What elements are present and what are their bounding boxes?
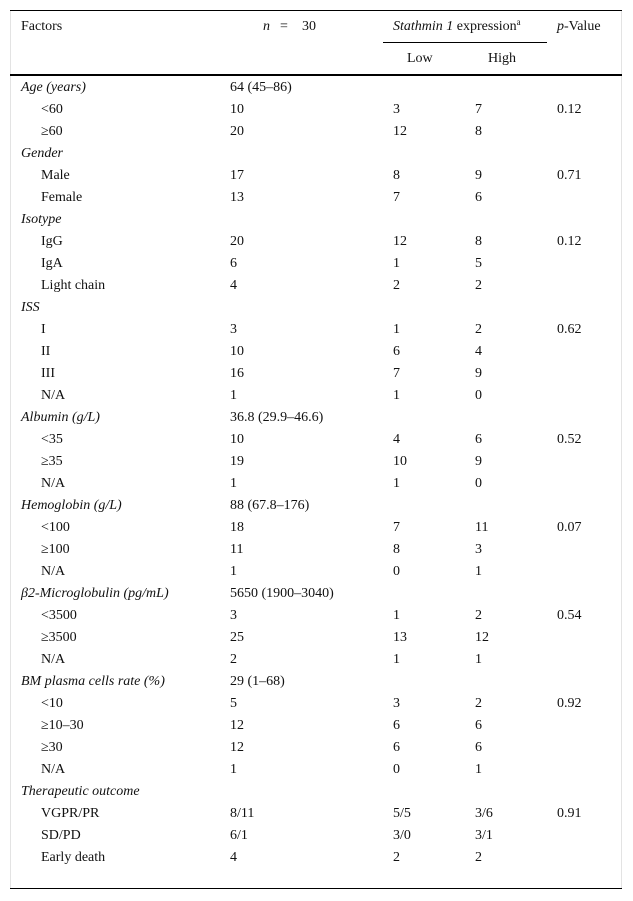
cell-high: 6 — [475, 432, 482, 447]
cell-n: 11 — [230, 542, 244, 557]
cell-n: 12 — [230, 718, 244, 733]
cell-high: 3 — [475, 542, 482, 557]
cell-n: 20 — [230, 124, 244, 139]
cell-high: 8 — [475, 234, 482, 249]
group-label: Isotype — [21, 212, 62, 227]
cell-p: 0.71 — [557, 168, 582, 183]
row-label: N/A — [41, 762, 66, 777]
cell-n: 64 (45–86) — [230, 80, 292, 95]
cell-n: 10 — [230, 432, 244, 447]
header-n-value: 30 — [302, 19, 316, 34]
row-label: IgA — [41, 256, 63, 271]
table-row — [0, 121, 633, 143]
cell-high: 2 — [475, 850, 482, 865]
cell-low: 1 — [393, 652, 400, 667]
table-group-row — [0, 143, 633, 165]
cell-high: 9 — [475, 454, 482, 469]
cell-low: 3 — [393, 102, 400, 117]
header-n-equals: = — [280, 19, 288, 34]
header-factors: Factors — [21, 19, 63, 34]
cell-low: 7 — [393, 520, 400, 535]
table-row — [0, 451, 633, 473]
cell-low: 8 — [393, 542, 400, 557]
cell-n: 8/11 — [230, 806, 255, 821]
group-label: Hemoglobin (g/L) — [21, 498, 122, 513]
row-label: <10 — [41, 696, 63, 711]
cell-high: 11 — [475, 520, 489, 535]
cell-p: 0.07 — [557, 520, 582, 535]
cell-low: 8 — [393, 168, 400, 183]
cell-p: 0.91 — [557, 806, 582, 821]
cell-n: 4 — [230, 850, 237, 865]
cell-high: 1 — [475, 762, 482, 777]
row-label: Early death — [41, 850, 106, 865]
table-row — [0, 803, 633, 825]
table-row — [0, 627, 633, 649]
table-row — [0, 737, 633, 759]
header-high: High — [488, 51, 516, 66]
table-row — [0, 275, 633, 297]
table-row — [0, 605, 633, 627]
group-label: Gender — [21, 146, 63, 161]
cell-high: 0 — [475, 388, 482, 403]
row-label: ≥60 — [41, 124, 63, 139]
cell-high: 12 — [475, 630, 489, 645]
cell-low: 13 — [393, 630, 407, 645]
cell-n: 10 — [230, 344, 244, 359]
cell-low: 1 — [393, 476, 400, 491]
cell-high: 6 — [475, 190, 482, 205]
row-label: ≥30 — [41, 740, 63, 755]
cell-high: 2 — [475, 608, 482, 623]
header-p-italic: p — [557, 19, 564, 34]
table-row — [0, 429, 633, 451]
row-label: VGPR/PR — [41, 806, 100, 821]
cell-n: 2 — [230, 652, 237, 667]
cell-n: 3 — [230, 322, 237, 337]
row-label: <100 — [41, 520, 70, 535]
cell-high: 2 — [475, 322, 482, 337]
table-row — [0, 649, 633, 671]
table-group-row — [0, 671, 633, 693]
cell-low: 7 — [393, 190, 400, 205]
table-row — [0, 253, 633, 275]
table-row — [0, 363, 633, 385]
cell-high: 8 — [475, 124, 482, 139]
row-label: <35 — [41, 432, 63, 447]
table-group-row — [0, 407, 633, 429]
cell-n: 1 — [230, 388, 237, 403]
cell-p: 0.54 — [557, 608, 582, 623]
row-label: Light chain — [41, 278, 106, 293]
cell-n: 6/1 — [230, 828, 248, 843]
table-row — [0, 319, 633, 341]
table-row — [0, 517, 633, 539]
table-group-row — [0, 495, 633, 517]
cell-high: 3/1 — [475, 828, 493, 843]
table-row — [0, 341, 633, 363]
cell-low: 1 — [393, 608, 400, 623]
cell-n: 10 — [230, 102, 244, 117]
cell-low: 12 — [393, 234, 407, 249]
cell-low: 10 — [393, 454, 407, 469]
table-group-row — [0, 297, 633, 319]
cell-low: 1 — [393, 256, 400, 271]
cell-low: 2 — [393, 278, 400, 293]
cell-low: 6 — [393, 344, 400, 359]
table-group-row — [0, 77, 633, 99]
header-footnote-mark: a — [516, 17, 521, 27]
header-p-value — [557, 19, 601, 35]
row-label: ≥3500 — [41, 630, 77, 645]
cell-p: 0.12 — [557, 234, 582, 249]
header-p-rest: -Value — [564, 19, 601, 34]
group-label: Albumin (g/L) — [21, 410, 100, 425]
header-stathmin-rest: expression — [453, 19, 517, 34]
table-row — [0, 473, 633, 495]
table-row — [0, 693, 633, 715]
table-group-row — [0, 209, 633, 231]
cell-low: 6 — [393, 718, 400, 733]
cell-high: 7 — [475, 102, 482, 117]
cell-n: 5650 (1900–3040) — [230, 586, 334, 601]
header-n-label: n — [263, 19, 270, 34]
table-row — [0, 825, 633, 847]
cell-low: 0 — [393, 564, 400, 579]
cell-low: 4 — [393, 432, 400, 447]
row-label: <3500 — [41, 608, 77, 623]
table-row — [0, 539, 633, 561]
group-label: ISS — [21, 300, 40, 315]
cell-high: 9 — [475, 366, 482, 381]
table-row — [0, 385, 633, 407]
row-label: Female — [41, 190, 83, 205]
group-label: β2-Microglobulin (pg/mL) — [21, 586, 169, 601]
row-label: <60 — [41, 102, 63, 117]
cell-n: 13 — [230, 190, 244, 205]
cell-high: 1 — [475, 652, 482, 667]
table-row — [0, 231, 633, 253]
row-label: ≥35 — [41, 454, 63, 469]
cell-low: 3/0 — [393, 828, 411, 843]
table-group-row — [0, 781, 633, 803]
header-stathmin — [393, 17, 521, 35]
cell-n: 1 — [230, 476, 237, 491]
cell-n: 5 — [230, 696, 237, 711]
cell-low: 1 — [393, 388, 400, 403]
row-label: I — [41, 322, 46, 337]
row-label: N/A — [41, 564, 66, 579]
header-low: Low — [407, 51, 433, 66]
cell-n: 19 — [230, 454, 244, 469]
cell-n: 17 — [230, 168, 244, 183]
cell-high: 1 — [475, 564, 482, 579]
group-label: Age (years) — [21, 80, 86, 95]
group-label: BM plasma cells rate (%) — [21, 674, 165, 689]
cell-low: 0 — [393, 762, 400, 777]
cell-high: 3/6 — [475, 806, 493, 821]
table-row — [0, 759, 633, 781]
cell-n: 1 — [230, 762, 237, 777]
cell-n: 4 — [230, 278, 237, 293]
table-row — [0, 165, 633, 187]
cell-low: 1 — [393, 322, 400, 337]
row-label: Male — [41, 168, 70, 183]
table-group-row — [0, 583, 633, 605]
header-stathmin-gene: Stathmin 1 — [393, 19, 454, 34]
cell-high: 2 — [475, 696, 482, 711]
cell-high: 2 — [475, 278, 482, 293]
cell-n: 3 — [230, 608, 237, 623]
cell-low: 6 — [393, 740, 400, 755]
row-label: SD/PD — [41, 828, 81, 843]
row-label: II — [41, 344, 51, 359]
row-label: III — [41, 366, 55, 381]
table-row — [0, 99, 633, 121]
cell-n: 16 — [230, 366, 244, 381]
cell-high: 4 — [475, 344, 482, 359]
header-rule — [10, 74, 622, 76]
cell-low: 5/5 — [393, 806, 411, 821]
table-row — [0, 187, 633, 209]
cell-low: 2 — [393, 850, 400, 865]
cell-n: 1 — [230, 564, 237, 579]
cell-p: 0.62 — [557, 322, 582, 337]
row-label: ≥100 — [41, 542, 70, 557]
cell-n: 12 — [230, 740, 244, 755]
cell-high: 9 — [475, 168, 482, 183]
cell-high: 0 — [475, 476, 482, 491]
table-row — [0, 561, 633, 583]
group-label: Therapeutic outcome — [21, 784, 140, 799]
cell-p: 0.52 — [557, 432, 582, 447]
bottom-rule — [10, 888, 622, 889]
cell-n: 20 — [230, 234, 244, 249]
cell-n: 18 — [230, 520, 244, 535]
table-row — [0, 715, 633, 737]
cell-n: 25 — [230, 630, 244, 645]
row-label: ≥10–30 — [41, 718, 84, 733]
header-n — [263, 19, 316, 35]
row-label: N/A — [41, 476, 66, 491]
cell-p: 0.92 — [557, 696, 582, 711]
table-row — [0, 847, 633, 869]
cell-n: 36.8 (29.9–46.6) — [230, 410, 324, 425]
cell-n: 6 — [230, 256, 237, 271]
stathmin-span-rule — [383, 42, 547, 43]
cell-low: 3 — [393, 696, 400, 711]
row-label: IgG — [41, 234, 63, 249]
cell-n: 88 (67.8–176) — [230, 498, 310, 513]
cell-low: 12 — [393, 124, 407, 139]
cell-high: 6 — [475, 740, 482, 755]
row-label: N/A — [41, 652, 66, 667]
cell-n: 29 (1–68) — [230, 674, 285, 689]
cell-low: 7 — [393, 366, 400, 381]
cell-p: 0.12 — [557, 102, 582, 117]
cell-high: 5 — [475, 256, 482, 271]
cell-high: 6 — [475, 718, 482, 733]
row-label: N/A — [41, 388, 66, 403]
top-rule — [10, 10, 622, 11]
